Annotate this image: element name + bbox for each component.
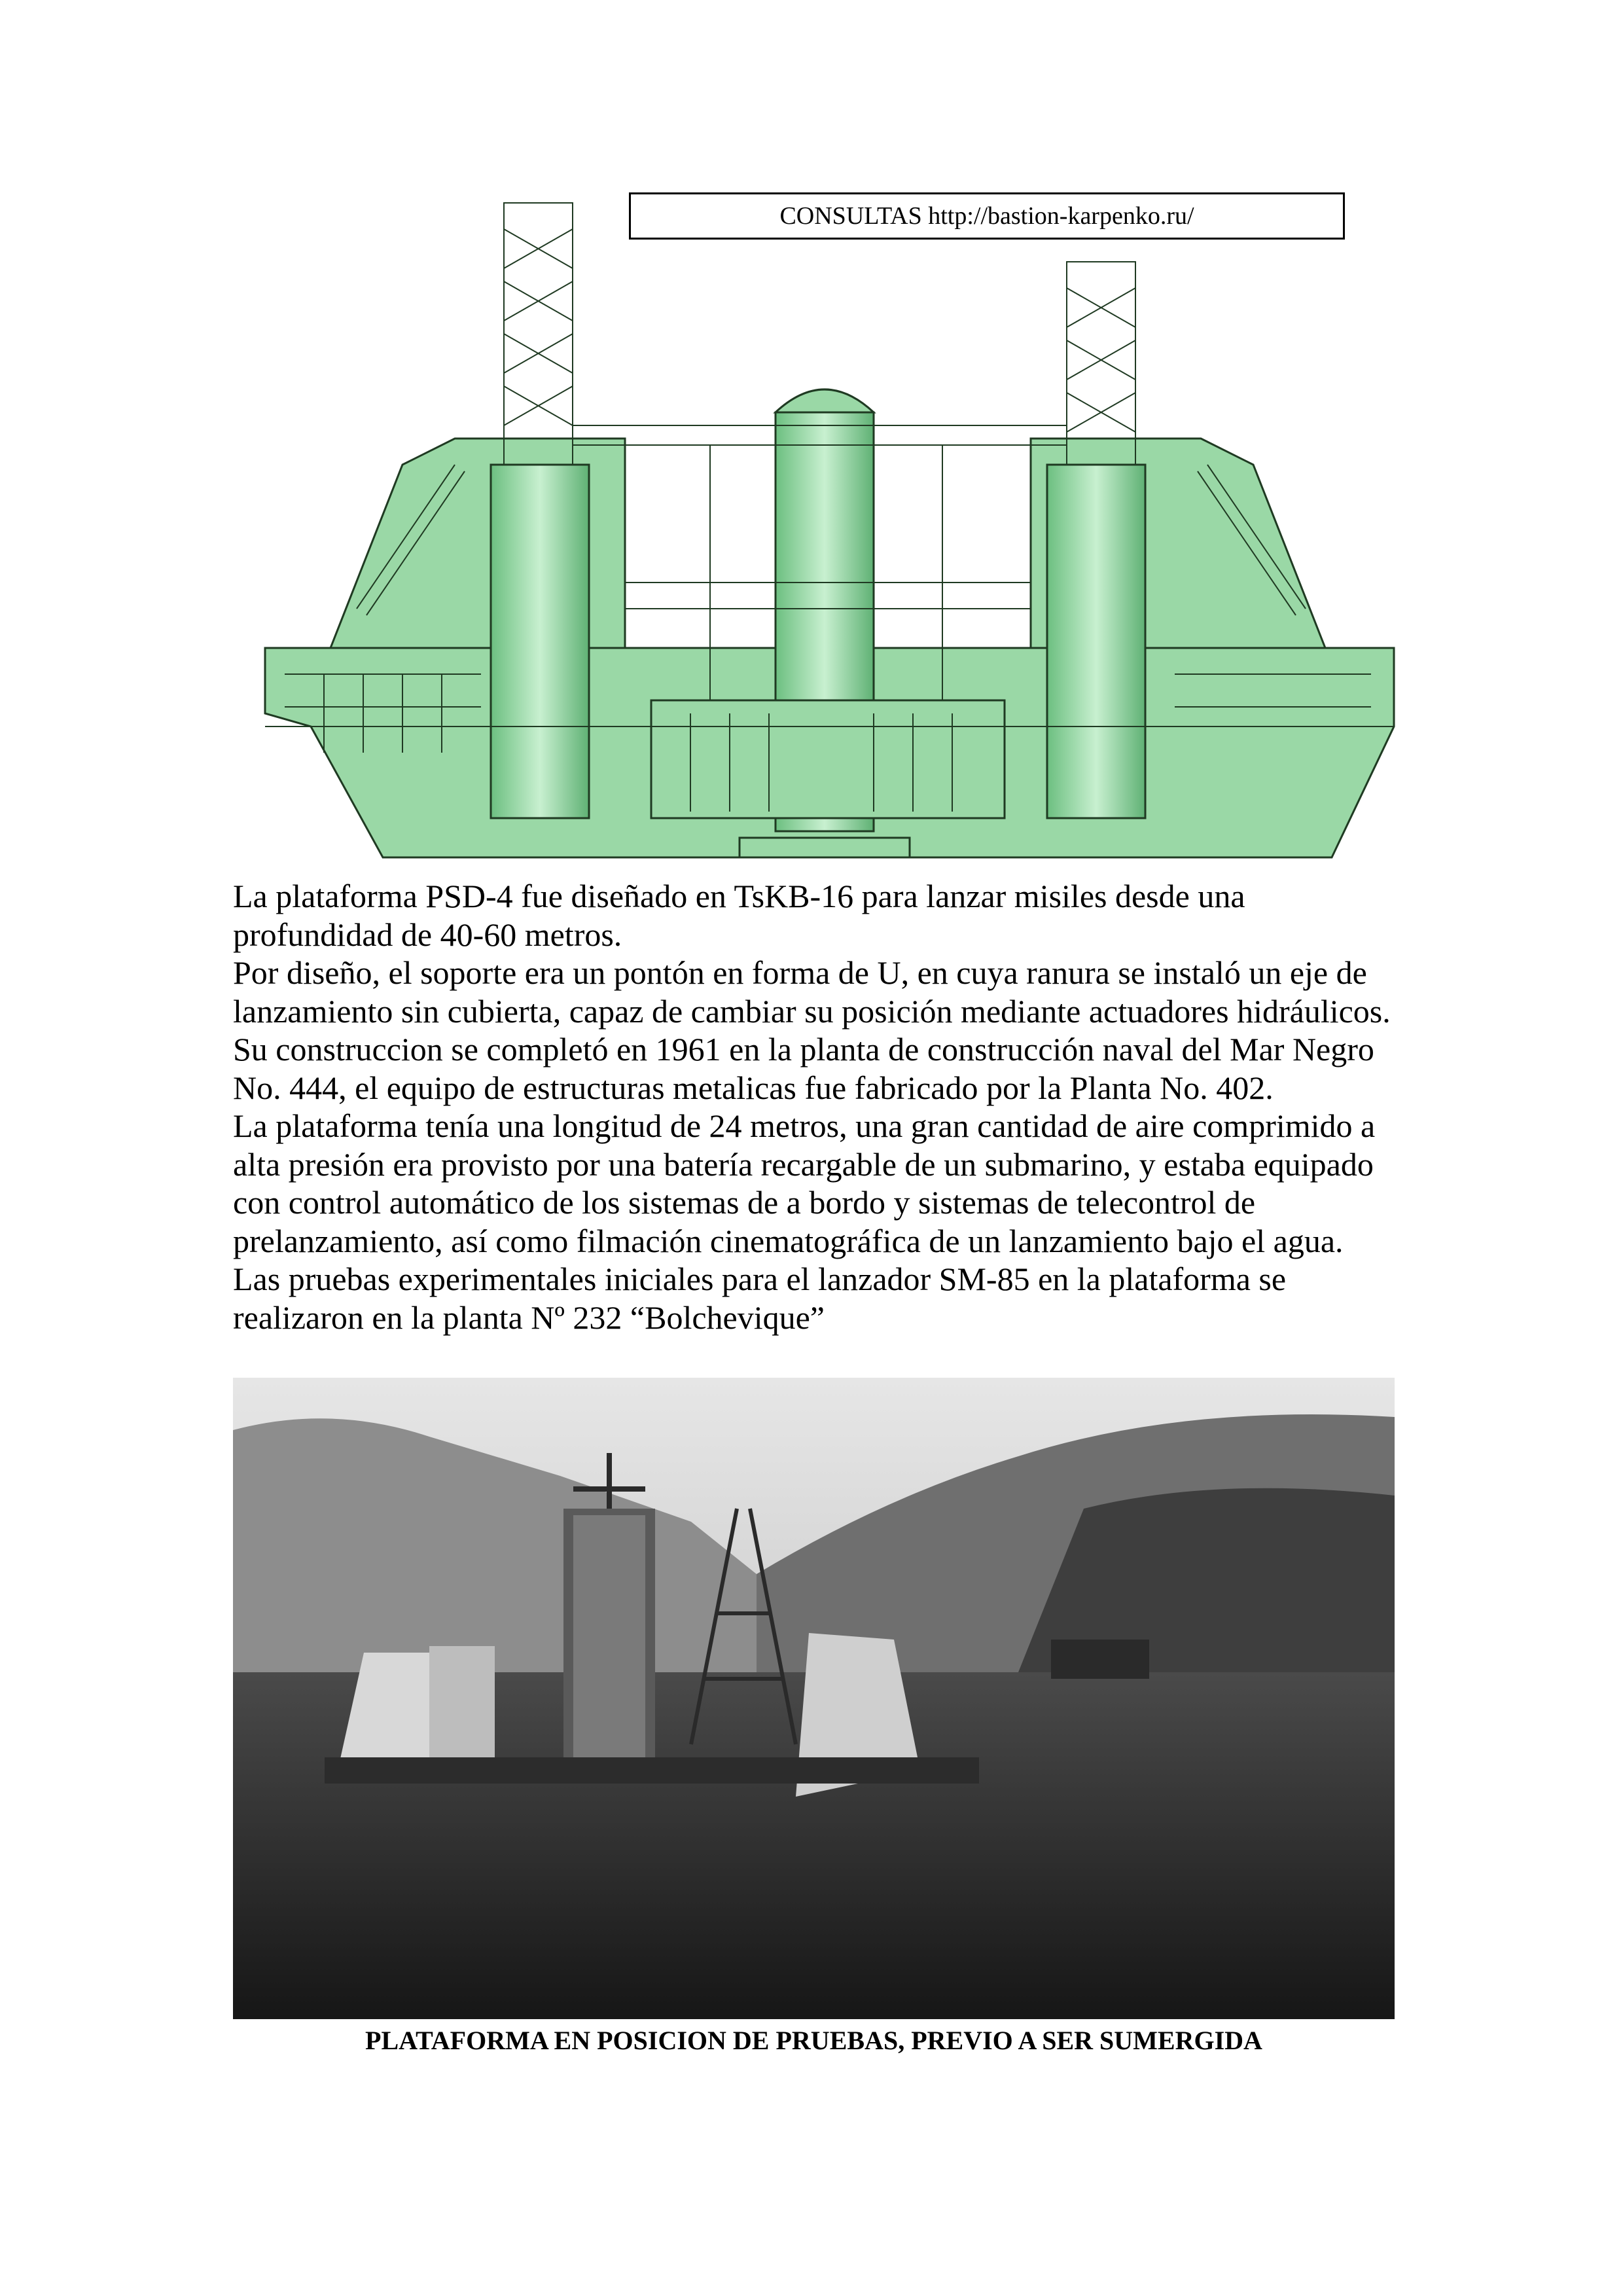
body-line: No. 444, el equipo de estructuras metalicas fue fabricado por la Planta No. 402. bbox=[233, 1069, 1274, 1106]
body-line: Su construccion se completó en 1961 en la planta de construcción naval del Mar Negro bbox=[233, 1031, 1374, 1067]
photo-caption: PLATAFORMA EN POSICION DE PRUEBAS, PREVIO A SER SUMERGIDA bbox=[365, 2026, 1262, 2055]
body-line: La plataforma PSD-4 fue diseñado en TsKB-16 para lanzar misiles desde una bbox=[233, 878, 1245, 914]
body-line: alta presión era provisto por una batería recargable de un submarino, y estaba equipado bbox=[233, 1145, 1374, 1183]
body-line: La plataforma tenía una longitud de 24 metros, una gran cantidad de aire comprimido a bbox=[233, 1107, 1376, 1144]
platform-drawing bbox=[259, 190, 1400, 864]
body-line: Por diseño, el soporte era un pontón en forma de U, en cuya ranura se instaló un eje de bbox=[233, 954, 1367, 991]
body-line: con control automático de los sistemas de a bordo y sistemas de telecontrol de bbox=[233, 1184, 1256, 1221]
body-line: lanzamiento sin cubierta, capaz de cambiar su posición mediante actuadores hidráulicos. bbox=[233, 992, 1391, 1030]
body-text bbox=[233, 877, 1411, 1336]
body-line: realizaron en la planta Nº 232 “Bolchevique” bbox=[233, 1299, 825, 1336]
platform-photo bbox=[233, 1378, 1395, 2019]
body-line: prelanzamiento, así como filmación cinematográfica de un lanzamiento bajo el agua. bbox=[233, 1222, 1344, 1259]
header-text: CONSULTAS http://bastion-karpenko.ru/ bbox=[779, 202, 1194, 230]
body-line: Las pruebas experimentales iniciales para el lanzador SM-85 en la plataforma se bbox=[233, 1261, 1287, 1297]
body-line: profundidad de 40-60 metros. bbox=[233, 916, 622, 953]
